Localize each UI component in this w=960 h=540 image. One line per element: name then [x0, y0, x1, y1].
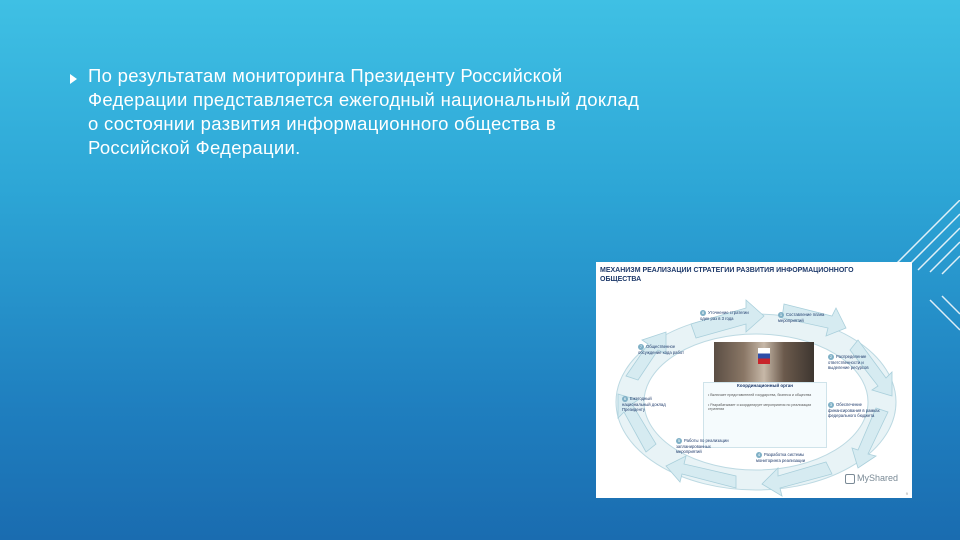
step-number: 5 — [677, 438, 681, 443]
step-label: 5 Работы по реализации запланированных мероприятий — [676, 438, 729, 454]
step-label: 8 Уточнение стратегии один раз в 3 года — [700, 310, 749, 321]
step-number: 3 — [829, 402, 833, 407]
step-number: 7 — [639, 344, 643, 349]
step-label: 7 Общественное обсуждение хода работ — [638, 344, 685, 355]
flag-image — [758, 348, 770, 364]
step-label: 2 Распределение ответственности и выделение ресурсов — [828, 354, 869, 370]
bullet-line: Российской Федерации. — [88, 137, 301, 158]
figure-title: МЕХАНИЗМ РЕАЛИЗАЦИИ СТРАТЕГИИ РАЗВИТИЯ ИНФОРМАЦИОННОГО ОБЩЕСТВА — [600, 267, 854, 283]
bullet-line: По результатам мониторинга Президенту Российской — [88, 65, 563, 86]
step-number: 1 — [779, 312, 783, 317]
step-label: 6 Ежегодный национальный доклад Президенту — [622, 396, 666, 412]
bullet-text — [88, 64, 730, 160]
center-item: • Разрабатывает и координирует мероприятия по реализации стратегии — [708, 403, 812, 412]
strategy-figure — [596, 262, 912, 498]
step-label: 1 Составление плана мероприятий — [778, 312, 825, 323]
center-item: • Включает представителей государства, бизнеса и общества — [708, 393, 812, 397]
photo-image — [714, 342, 814, 382]
figure-page-number: 9 — [905, 491, 908, 496]
myshared-logo-icon — [845, 474, 855, 484]
step-label: 3 Обеспечение финансирования в рамках федерального бюджета — [828, 402, 880, 418]
step-number: 6 — [623, 396, 627, 401]
watermark: MyShared — [845, 473, 898, 484]
bullet-block — [70, 64, 730, 160]
center-title: Координационный орган — [737, 383, 793, 388]
step-number: 4 — [757, 452, 761, 457]
step-label: 4 Разработка системы мониторинга реализации — [756, 452, 806, 463]
bullet-line: о состоянии развития информационного общества в — [88, 113, 556, 134]
step-number: 2 — [829, 354, 833, 359]
bullet-arrow-icon — [70, 74, 77, 84]
bullet-line: Федерации представляется ежегодный национальный доклад — [88, 89, 640, 110]
step-number: 8 — [701, 310, 705, 315]
